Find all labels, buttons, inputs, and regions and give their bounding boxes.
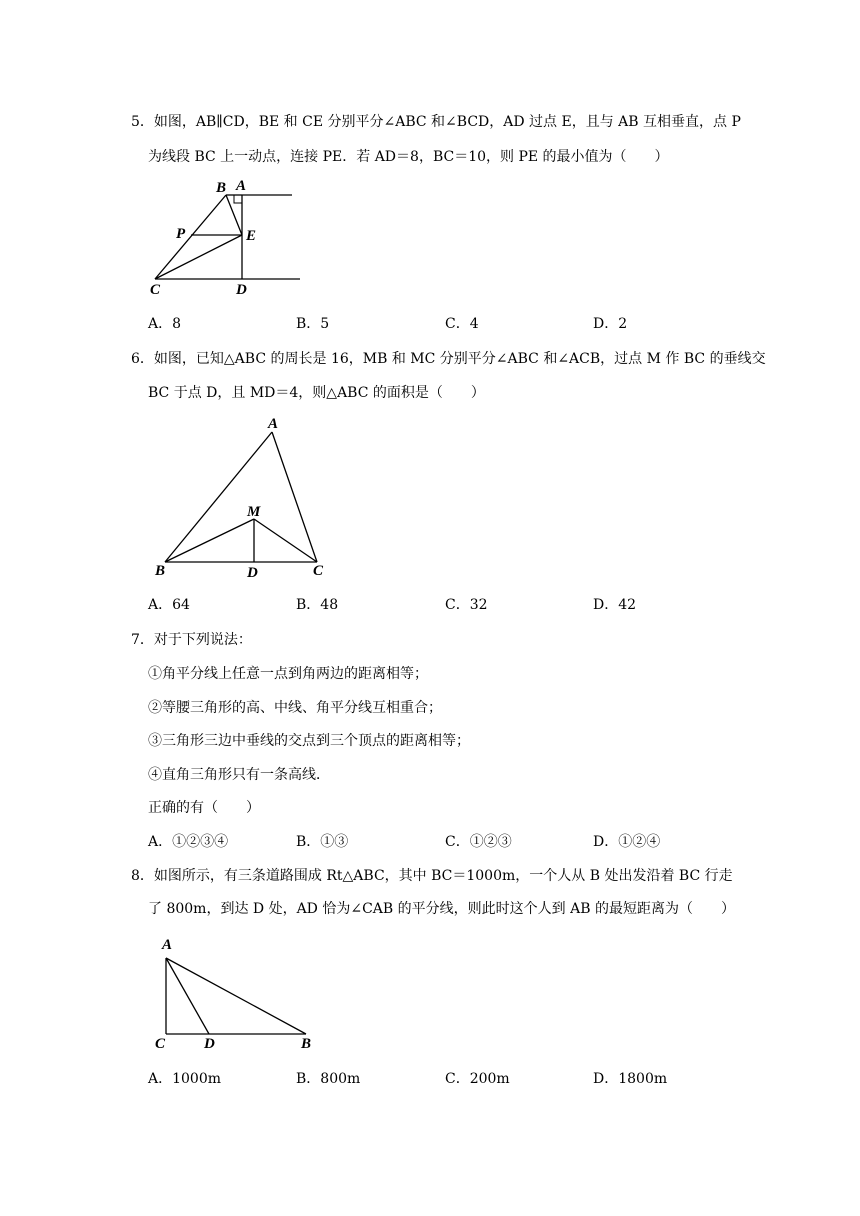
q7-statement-4: ④直角三角形只有一条高线． — [148, 767, 330, 783]
q5-text-line1: 5．如图，AB∥CD，BE 和 CE 分别平分∠ABC 和∠BCD，AD 过点 E，且与 AB 互相垂直，点 P — [131, 114, 741, 130]
q5-label-E: E — [246, 228, 257, 244]
q7-statement-1: ①角平分线上任意一点到角两边的距离相等； — [148, 666, 428, 682]
q5-label-D: D — [236, 282, 247, 298]
q6-label-C: C — [313, 563, 324, 579]
q7-option-c[interactable]: C．①②③ — [445, 834, 512, 850]
q5-label-B: B — [216, 180, 227, 196]
q6-text-line1: 6．如图，已知△ABC 的周长是 16，MB 和 MC 分别平分∠ABC 和∠ACB，过点 M 作 BC 的垂线交 — [131, 351, 766, 367]
q7-text-line1: 7．对于下列说法： — [131, 632, 252, 648]
q8-option-a[interactable]: A．1000m — [148, 1071, 222, 1087]
q6-option-c[interactable]: C．32 — [445, 597, 488, 613]
q6-label-A: A — [268, 416, 279, 432]
q8-text-line2: 了 800m，到达 D 处，AD 恰为∠CAB 的平分线，则此时这个人到 AB 的最短距离为（ ） — [148, 901, 735, 917]
q7-option-d[interactable]: D．①②④ — [593, 834, 661, 850]
q6-text-line2: BC 于点 D，且 MD＝4，则△ABC 的面积是（ ） — [148, 385, 485, 401]
q8-label-C: C — [155, 1036, 166, 1052]
q8-label-A: A — [162, 937, 173, 953]
q8-figure — [150, 932, 325, 1052]
q6-label-B: B — [155, 563, 166, 579]
q6-figure — [150, 415, 340, 580]
q5-label-C: C — [150, 282, 161, 298]
q5-option-c[interactable]: C．4 — [445, 316, 479, 332]
q6-label-M: M — [247, 504, 261, 520]
q5-option-a[interactable]: A．8 — [148, 316, 182, 332]
q8-label-B: B — [301, 1036, 312, 1052]
q8-option-d[interactable]: D．1800m — [593, 1071, 668, 1087]
q8-option-c[interactable]: C．200m — [445, 1071, 510, 1087]
q5-label-A: A — [236, 178, 247, 194]
q6-label-D: D — [247, 565, 258, 580]
q8-text-line1: 8．如图所示，有三条道路围成 Rt△ABC，其中 BC＝1000m，一个人从 B 处出发沿着 BC 行走 — [131, 868, 733, 884]
q7-option-a[interactable]: A．①②③④ — [148, 834, 229, 850]
q5-figure — [140, 175, 310, 300]
q5-option-b[interactable]: B．5 — [296, 316, 330, 332]
q5-text-line2: 为线段 BC 上一动点，连接 PE．若 AD＝8，BC＝10，则 PE 的最小值为（ ） — [148, 149, 669, 165]
q7-statement-3: ③三角形三边中垂线的交点到三个顶点的距离相等； — [148, 733, 470, 749]
q7-prompt: 正确的有（ ） — [148, 800, 260, 816]
q8-option-b[interactable]: B．800m — [296, 1071, 361, 1087]
q6-option-d[interactable]: D．42 — [593, 597, 637, 613]
q7-option-b[interactable]: B．①③ — [296, 834, 349, 850]
q7-statement-2: ②等腰三角形的高、中线、角平分线互相重合； — [148, 700, 442, 716]
q8-label-D: D — [204, 1036, 215, 1052]
q6-option-a[interactable]: A．64 — [148, 597, 190, 613]
q5-label-P: P — [176, 226, 186, 242]
q5-option-d[interactable]: D．2 — [593, 316, 628, 332]
q6-option-b[interactable]: B．48 — [296, 597, 339, 613]
